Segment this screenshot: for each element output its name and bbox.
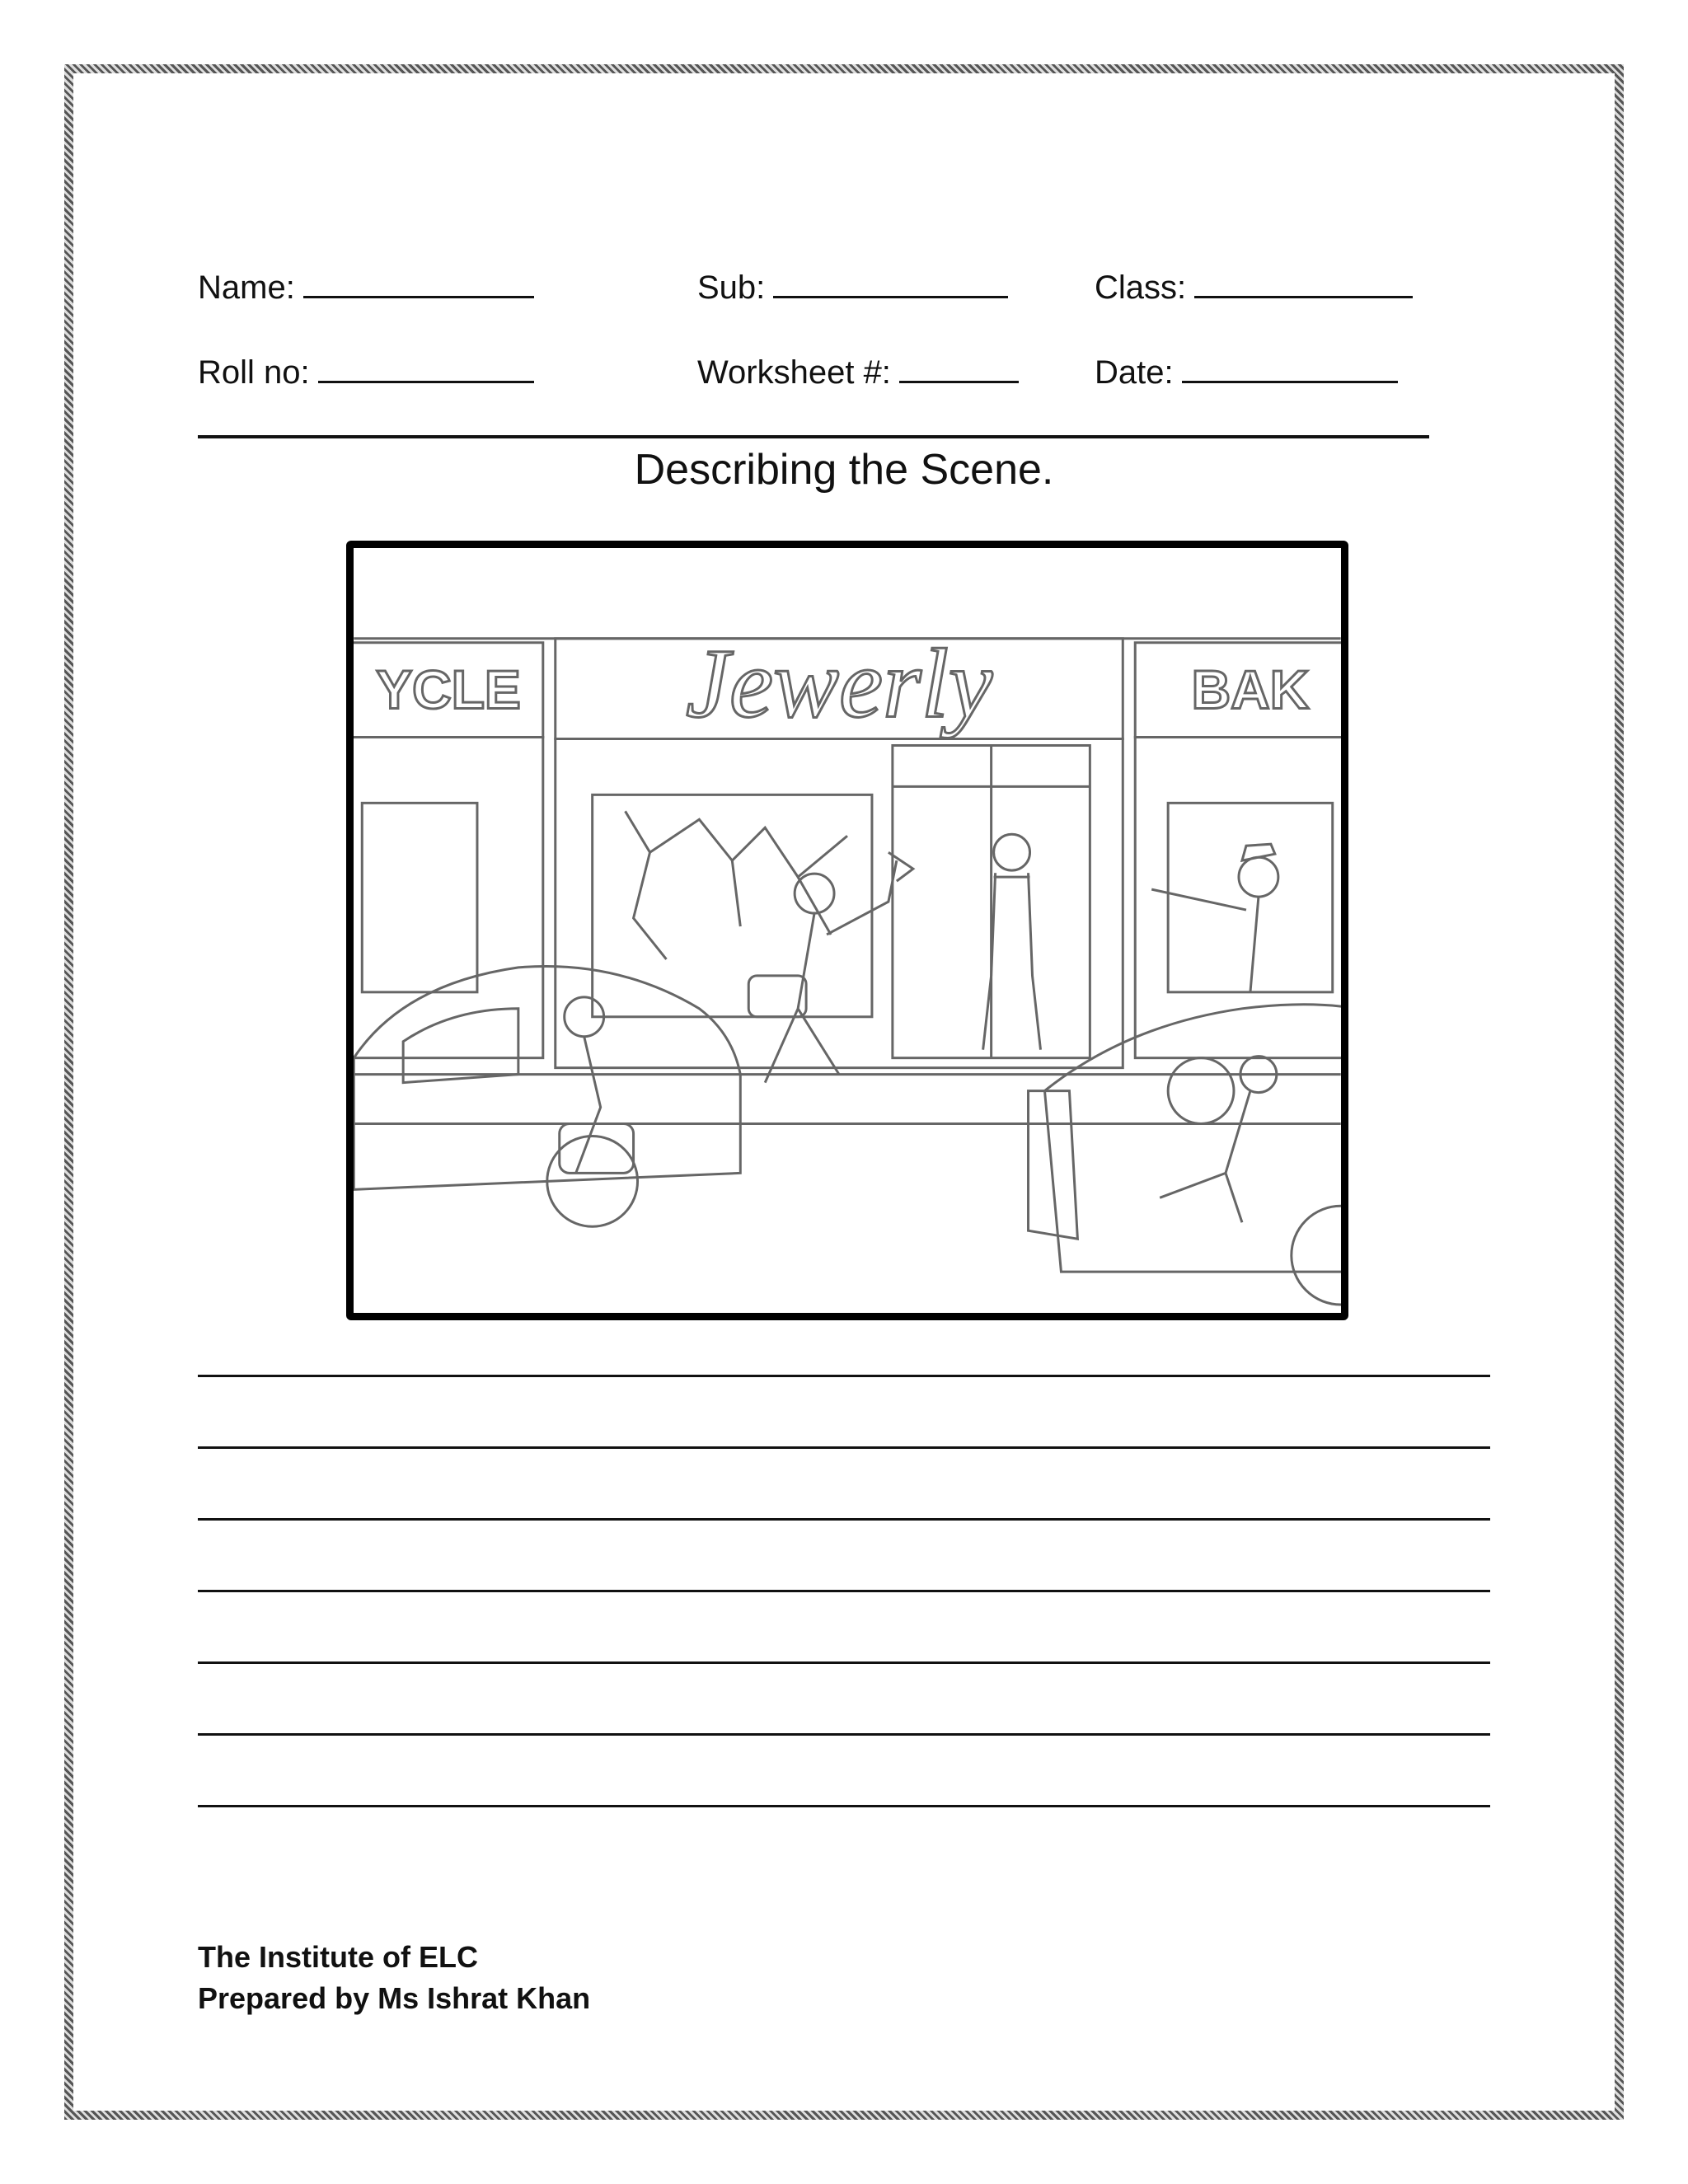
name-label: Name: xyxy=(198,269,295,306)
name-blank[interactable] xyxy=(303,268,534,298)
writing-line[interactable] xyxy=(198,1446,1490,1449)
sign-right-text: BAK xyxy=(1191,658,1310,720)
worksheet-field[interactable] xyxy=(697,353,1019,391)
class-blank[interactable] xyxy=(1194,268,1413,298)
footer-prepared-by: Prepared by Ms Ishrat Khan xyxy=(198,1981,591,2015)
date-blank[interactable] xyxy=(1182,353,1398,383)
writing-line[interactable] xyxy=(198,1590,1490,1592)
roll-field[interactable] xyxy=(198,353,534,391)
writing-line[interactable] xyxy=(198,1733,1490,1736)
date-label: Date: xyxy=(1095,354,1174,391)
writing-line[interactable] xyxy=(198,1661,1490,1664)
sub-label: Sub: xyxy=(697,269,766,306)
roll-label: Roll no: xyxy=(198,354,310,391)
date-field[interactable] xyxy=(1095,353,1398,391)
scene-illustration xyxy=(346,541,1348,1320)
class-field[interactable] xyxy=(1095,268,1413,307)
writing-line[interactable] xyxy=(198,1805,1490,1807)
worksheet-title: Describing the Scene. xyxy=(634,446,1054,494)
roll-blank[interactable] xyxy=(318,353,534,383)
sign-left-text: YCLE xyxy=(376,658,521,720)
footer-institute: The Institute of ELC xyxy=(198,1940,478,1974)
scene-drawing xyxy=(354,548,1341,1313)
sign-center-text: Jewerly xyxy=(685,628,993,738)
sub-blank[interactable] xyxy=(773,268,1008,298)
class-label: Class: xyxy=(1095,269,1187,306)
header-divider xyxy=(198,435,1429,438)
subject-field[interactable] xyxy=(697,268,1008,307)
name-field[interactable] xyxy=(198,268,534,307)
writing-line[interactable] xyxy=(198,1518,1490,1521)
worksheet-blank[interactable] xyxy=(899,353,1019,383)
writing-line[interactable] xyxy=(198,1375,1490,1377)
worksheet-label: Worksheet #: xyxy=(697,354,891,391)
